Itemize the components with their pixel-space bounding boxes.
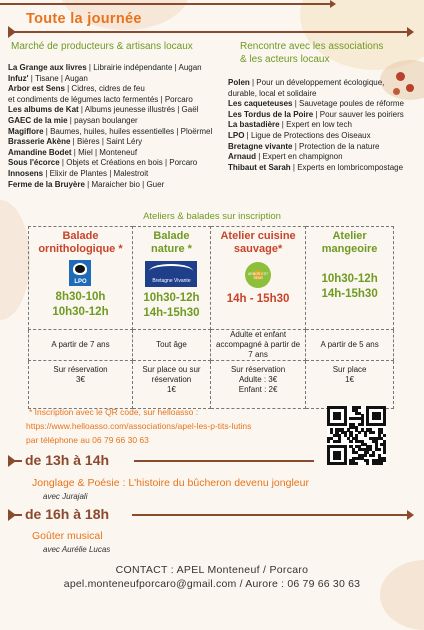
list-item	[228, 99, 422, 110]
list-item-desc: | Protection de la nature	[292, 141, 380, 151]
list-item-desc: | Objets et Créations en bois | Porcaro	[59, 158, 198, 168]
slot2-with: avec Aurélie Lucas	[43, 545, 111, 554]
workshop-booking1: Sur place	[332, 365, 367, 374]
lpo-logo	[69, 260, 91, 286]
list-item-desc: | Baumes, huiles, huiles essentielles | Ploërmel	[43, 126, 213, 136]
workshop-title-line2: sauvage*	[233, 243, 283, 255]
list-item	[228, 152, 422, 163]
workshop-title-line1: Atelier cuisine	[220, 230, 296, 242]
workshops-table	[28, 226, 394, 409]
list-item-name: Amandine Bodet	[8, 147, 72, 157]
list-item-name: La Grange aux livres	[8, 63, 87, 72]
workshop-booking1: Sur réservation	[230, 365, 286, 374]
qr-code[interactable]	[327, 406, 386, 465]
list-item	[8, 84, 233, 95]
workshop-age	[210, 330, 305, 361]
list-item-name: Innosens	[8, 168, 44, 178]
list-item-desc: | Librairie indépendante | Augan	[86, 63, 202, 72]
workshop-time2: 14h-15h30	[321, 288, 378, 300]
list-item	[228, 131, 422, 142]
list-item	[8, 74, 233, 85]
list-item-desc: | Sauvetage poules de réforme	[292, 99, 404, 109]
workshop-booking3: 1€	[167, 385, 176, 394]
contact-line1: CONTACT : APEL Monteneuf / Porcaro	[115, 564, 309, 576]
arbor-est-sens-logo-text: ARBOR EST SENS	[247, 272, 269, 280]
contact-email-line[interactable]: apel.monteneufporcaro@gmail.com / Aurore : 06 79 66 30 63	[63, 578, 361, 590]
inscription-phone: par téléphone au 06 79 66 30 63	[26, 435, 149, 445]
arbor-est-sens-logo	[245, 262, 271, 288]
list-item-desc: | Maraicher bio | Guer	[84, 179, 165, 189]
workshop-time1: 14h - 15h30	[226, 293, 290, 305]
workshop-booking2: 3€	[76, 375, 85, 384]
list-item	[8, 63, 233, 74]
list-item-desc: | Expert en low tech	[279, 120, 352, 130]
list-item-desc: | Tisane | Augan	[28, 73, 88, 83]
list-item	[8, 116, 233, 127]
slot1-activity: Jonglage & Poésie : L'histoire du bûcheron devenu jongleur	[32, 477, 309, 489]
associations-section-title-line2: & les acteurs locaux	[240, 54, 330, 65]
slot2-activity: Goûter musical	[32, 530, 103, 542]
list-item	[8, 169, 233, 180]
list-item-name: Arnaud	[228, 152, 256, 162]
producers-section-title: Marché de producteurs & artisans locaux	[11, 41, 193, 52]
workshop-time1: 10h30-12h	[321, 273, 378, 285]
workshop-age-text: Tout âge	[156, 340, 187, 349]
list-item-name: Magiflore	[8, 126, 44, 136]
workshop-card	[306, 227, 394, 330]
list-item-desc: | Albums jeunesse illustrés | Gaël	[78, 105, 199, 115]
list-item	[8, 127, 233, 138]
list-item-desc: et condiments de légumes lacto fermentés | Porcaro	[8, 94, 193, 104]
workshop-booking3: Enfant : 2€	[238, 385, 278, 394]
workshop-booking2: 1€	[345, 375, 355, 384]
workshops-title: Ateliers & balades sur inscription	[143, 211, 281, 222]
header-divider	[10, 31, 408, 33]
workshop-age	[29, 330, 133, 361]
workshop-title-line2: ornithologique *	[38, 243, 123, 255]
slot2-time: de 16h à 18h	[25, 506, 110, 522]
producers-list	[8, 63, 233, 190]
workshop-age	[306, 330, 394, 361]
list-item	[228, 120, 422, 131]
workshop-booking	[306, 361, 394, 409]
list-item-desc: | Pour un développement écologique,	[249, 78, 385, 87]
list-item	[8, 158, 233, 169]
workshop-booking1: Sur place ou sur	[142, 365, 201, 374]
workshop-booking2: réservation	[151, 375, 192, 384]
workshop-time2: 10h30-12h	[52, 306, 109, 318]
workshop-booking	[132, 361, 210, 409]
list-item-desc: | Cidres, cidres de feu	[64, 84, 145, 94]
list-item-name: Bretagne vivante	[228, 141, 293, 151]
list-item-name: La bastadière	[228, 120, 280, 130]
associations-section-title-line1: Rencontre avec les associations	[240, 41, 384, 52]
list-item-desc: | Bières | Saint Léry	[70, 137, 143, 147]
workshop-card	[210, 227, 305, 330]
workshop-booking2: Adulte : 3€	[238, 375, 278, 384]
list-item-name: Les albums de Kat	[8, 105, 79, 115]
list-item	[228, 89, 422, 100]
list-item-desc: | paysan boulanger	[67, 115, 138, 125]
workshop-card	[132, 227, 210, 330]
workshop-title-line2: mangeoire	[321, 243, 378, 255]
workshop-title-line1: Atelier	[332, 230, 367, 242]
workshop-age-text: A partir de 7 ans	[51, 340, 110, 349]
bretagne-vivante-logo	[145, 261, 197, 287]
associations-list	[228, 78, 422, 173]
list-item-name: Sous l'écorce	[8, 158, 60, 168]
workshop-title-line1: Balade	[62, 230, 99, 242]
list-item	[8, 148, 233, 159]
list-item	[8, 180, 233, 191]
workshop-age	[132, 330, 210, 361]
workshop-time1: 8h30-10h	[55, 291, 106, 303]
list-item-name: Arbor est Sens	[8, 84, 65, 94]
bretagne-vivante-logo-text: Bretagne Vivante	[152, 278, 191, 284]
list-item-name: Brasserie Akène	[8, 137, 71, 147]
workshop-time1: 10h30-12h	[143, 292, 200, 304]
header-top-line	[0, 3, 330, 5]
list-item-name: LPO	[228, 130, 245, 140]
list-item-desc: | Ligue de Protections des Oiseaux	[244, 130, 371, 140]
helloasso-link[interactable]: https://www.helloasso.com/associations/apel-les-p-tits-lutins	[26, 421, 252, 431]
list-item	[8, 105, 233, 116]
list-item-name: Infuz'	[8, 73, 29, 83]
list-item-desc: | Experts en lombricompostage	[290, 162, 404, 172]
list-item	[228, 110, 422, 121]
slot1-time: de 13h à 14h	[25, 452, 110, 468]
workshop-age-text: A partir de 5 ans	[320, 340, 379, 349]
list-item-name: Thibaut et Sarah	[228, 162, 291, 172]
workshop-booking	[29, 361, 133, 409]
list-item	[228, 163, 422, 174]
list-item-desc: | Miel | Monteneuf	[71, 147, 138, 157]
list-item-desc: | Pour sauver les poiriers	[313, 109, 404, 119]
list-item-name: Polen	[228, 78, 250, 87]
list-item-name: Les Tordus de la Poire	[228, 109, 314, 119]
lpo-logo-text: LPO	[74, 279, 87, 285]
list-item	[8, 95, 233, 106]
workshop-card	[29, 227, 133, 330]
list-item-name: GAEC de la mie	[8, 115, 68, 125]
list-item	[228, 78, 422, 89]
list-item-desc: | Elixir de Plantes | Malestroit	[43, 168, 149, 178]
inscription-line1: * Inscription avec le QR code, sur helloasso :	[29, 407, 199, 417]
workshop-title-line2: nature *	[150, 243, 192, 255]
list-item-name: Ferme de la Bruyère	[8, 179, 85, 189]
list-item-name: Les caqueteuses	[228, 99, 293, 109]
list-item-desc: | Expert en champignon	[256, 152, 343, 162]
header-top-line-tail	[330, 0, 336, 8]
workshop-booking	[210, 361, 305, 409]
list-item	[8, 137, 233, 148]
workshop-time2: 14h-15h30	[143, 307, 200, 319]
workshop-title-line1: Balade	[153, 230, 190, 242]
page-title: Toute la journée	[26, 11, 142, 27]
slot1-with: avec Jurajali	[43, 492, 88, 501]
workshop-age-text: Adulte et enfant accompagné à partir de 7 ans	[216, 330, 301, 359]
list-item	[228, 142, 422, 153]
list-item-desc: durable, local et solidaire	[228, 88, 317, 98]
workshop-booking1: Sur réservation	[53, 365, 108, 374]
